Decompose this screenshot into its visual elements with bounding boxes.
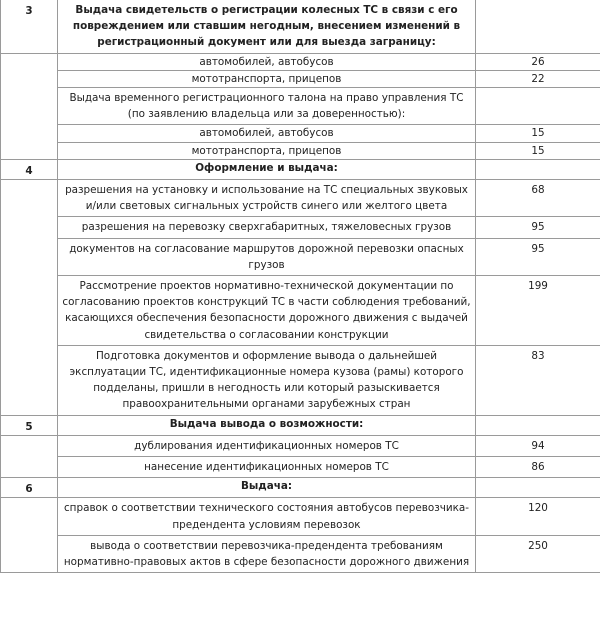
section-header-row	[1, 415, 600, 435]
fee-value: 83	[476, 345, 600, 415]
section-number: 3	[1, 0, 58, 53]
service-text: разрешения на перевозку сверхгабаритных, тяжеловесных грузов	[58, 217, 476, 238]
empty-cell	[1, 180, 58, 416]
fee-value: 199	[476, 276, 600, 346]
service-text: мототранспорта, прицепов	[58, 142, 476, 159]
section-title: Оформление и выдача:	[58, 159, 476, 179]
service-text: нанесение идентификационных номеров ТС	[58, 457, 476, 478]
fee-value: 250	[476, 535, 600, 572]
service-text: мототранспорта, прицепов	[58, 70, 476, 87]
empty-cell	[1, 498, 58, 573]
empty-cell	[1, 53, 58, 159]
empty-cell	[1, 435, 58, 477]
service-text: автомобилей, автобусов	[58, 53, 476, 70]
section-number: 6	[1, 478, 58, 498]
table-row	[1, 217, 600, 238]
empty-cell	[476, 0, 600, 53]
service-text: разрешения на установку и использование на ТС специальных звуковых и/или световых сигнальных устройств синего или желтого цвета	[58, 180, 476, 217]
section-title: Выдача:	[58, 478, 476, 498]
fee-value: 15	[476, 142, 600, 159]
empty-cell	[476, 415, 600, 435]
fee-value: 95	[476, 238, 600, 275]
fee-value: 22	[476, 70, 600, 87]
section-header-row	[1, 159, 600, 179]
service-text: справок о соответствии технического состояния автобусов перевозчика-предендента условиям перевозок	[58, 498, 476, 535]
table-row	[1, 535, 600, 572]
service-text: Выдача временного регистрационного талона на право управления ТС (по заявлению владельца или за доверенностью):	[58, 88, 476, 125]
table-row	[1, 435, 600, 456]
section-header-row	[1, 0, 600, 53]
table-row	[1, 53, 600, 70]
table-row	[1, 498, 600, 535]
fee-value: 86	[476, 457, 600, 478]
empty-cell	[476, 478, 600, 498]
fee-value: 94	[476, 435, 600, 456]
section-number: 4	[1, 159, 58, 179]
section-title: Выдача вывода о возможности:	[58, 415, 476, 435]
service-text: вывода о соответствии перевозчика-предендента требованиям нормативно-правовых актов в сфере безопасности дорожного движения	[58, 535, 476, 572]
table-row	[1, 457, 600, 478]
table-row	[1, 276, 600, 346]
service-text: Подготовка документов и оформление вывода о дальнейшей эксплуатации ТС, идентификационные номера кузова (рамы) которого подделаны, пришли в негодность или который разыскивается правоохранительными органами зарубежных стран	[58, 345, 476, 415]
table-row	[1, 125, 600, 142]
empty-cell	[476, 88, 600, 125]
table-row	[1, 88, 600, 125]
table-row	[1, 345, 600, 415]
service-text: Рассмотрение проектов нормативно-технической документации по согласованию проектов конструкций ТС в части соблюдения требований, касающихся обеспечения безопасности дорожного движения с выдачей свидетельства о согласовании конструкции	[58, 276, 476, 346]
table-row	[1, 180, 600, 217]
section-title: Выдача свидетельств о регистрации колесных ТС в связи с его повреждением или ставшим негодным, внесением изменений в регистрационный документ или для выезда заграницу:	[58, 0, 476, 53]
table-row	[1, 238, 600, 275]
fee-value: 68	[476, 180, 600, 217]
empty-cell	[476, 159, 600, 179]
service-text: дублирования идентификационных номеров ТС	[58, 435, 476, 456]
table-row	[1, 142, 600, 159]
section-header-row	[1, 478, 600, 498]
service-text: документов на согласование маршрутов дорожной перевозки опасных грузов	[58, 238, 476, 275]
fee-value: 120	[476, 498, 600, 535]
fee-value: 95	[476, 217, 600, 238]
section-number: 5	[1, 415, 58, 435]
fee-value: 26	[476, 53, 600, 70]
service-text: автомобилей, автобусов	[58, 125, 476, 142]
table-row	[1, 70, 600, 87]
fee-value: 15	[476, 125, 600, 142]
